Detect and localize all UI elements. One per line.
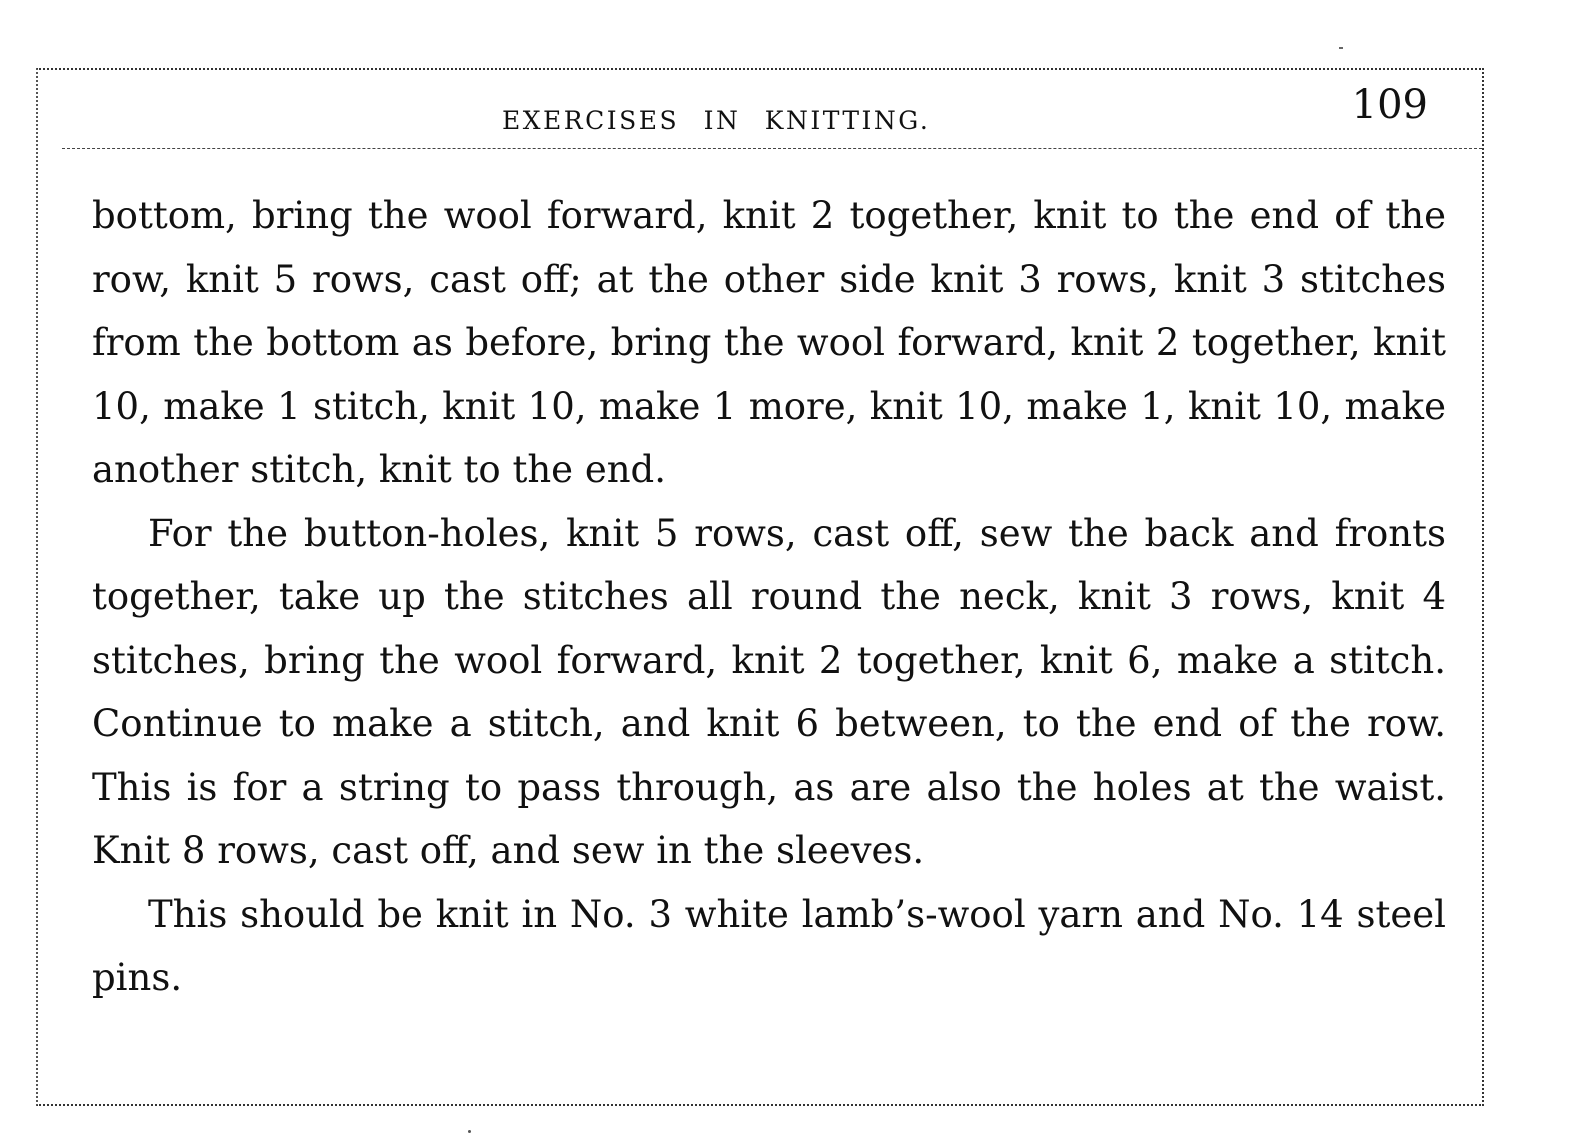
stray-ink-mark bbox=[468, 1130, 471, 1133]
body-text bbox=[92, 184, 1446, 1010]
paragraph-materials: This should be knit in No. 3 white lamb’s-wool yarn and No. 14 steel pins. bbox=[92, 892, 1446, 999]
page-frame bbox=[36, 68, 1484, 1106]
page-number: 109 bbox=[1351, 82, 1428, 128]
paragraph-continuation: bottom, bring the wool forward, knit 2 together, knit to the end of the row, knit 5 rows, cast off; at the other side knit 3 rows, knit 3 stitches from the bottom as before, bring the wool forward, knit 2 together, knit 10, make 1 stitch, knit 10, make 1 more, knit 10, make 1, knit 10, make another stitch, knit to the end. bbox=[92, 194, 1446, 491]
header-rule bbox=[62, 148, 1482, 149]
stray-ink-mark bbox=[1339, 47, 1343, 49]
running-title: EXERCISES IN KNITTING. bbox=[502, 106, 931, 135]
running-header bbox=[38, 70, 1482, 150]
paragraph-button-holes: For the button-holes, knit 5 rows, cast off, sew the back and fronts together, take up the stitches all round the neck, knit 3 rows, knit 4 stitches, bring the wool forward, knit 2 together, knit 6, make a stitch. Continue to make a stitch, and knit 6 between, to the end of the row. This is for a string to pass through, as are also the holes at the waist. Knit 8 rows, cast off, and sew in the sleeves. bbox=[92, 511, 1446, 872]
